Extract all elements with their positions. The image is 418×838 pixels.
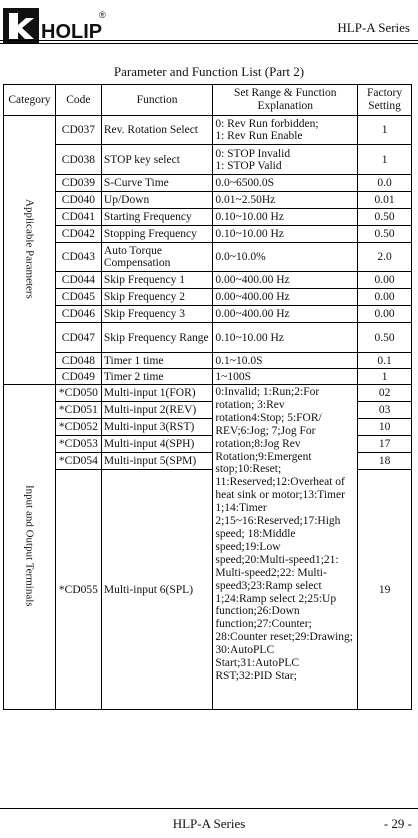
row-range: 0.10~10.00 Hz — [213, 323, 358, 353]
row-code: CD045 — [55, 289, 101, 306]
row-function: Up/Down — [101, 192, 212, 209]
table-row — [4, 116, 412, 145]
row-setting: 10 — [358, 419, 412, 436]
header-rule — [0, 40, 418, 41]
table-header-row — [4, 85, 412, 116]
row-code: CD046 — [55, 306, 101, 323]
registered-mark: ® — [99, 10, 106, 20]
row-range: 0.1~10.0S — [213, 353, 358, 369]
row-code: *CD055 — [55, 470, 101, 710]
row-setting: 2.0 — [358, 243, 412, 272]
row-function: Skip Frequency Range — [101, 323, 212, 353]
table-row — [4, 289, 412, 306]
header-category: Category — [4, 85, 56, 116]
row-function: Starting Frequency — [101, 209, 212, 226]
row-setting: 0.50 — [358, 209, 412, 226]
header-code: Code — [55, 85, 101, 116]
row-range: 0: Rev Run forbidden; 1: Rev Run Enable — [213, 116, 358, 145]
row-setting: 0.0 — [358, 175, 412, 192]
row-setting: 03 — [358, 402, 412, 419]
row-range: 0.00~400.00 Hz — [213, 306, 358, 323]
header-range: Set Range & Function Explanation — [213, 85, 358, 116]
header-series: HLP-A Series — [337, 20, 410, 35]
table-row — [4, 175, 412, 192]
row-code: *CD052 — [55, 419, 101, 436]
row-range: 0.10~10.00 Hz — [213, 226, 358, 243]
row-function: Multi-input 4(SPH) — [101, 436, 212, 453]
page-number: - 29 - — [383, 816, 412, 831]
row-function: Stopping Frequency — [101, 226, 212, 243]
row-function: Multi-input 1(FOR) — [101, 385, 212, 402]
row-range: 0: STOP Invalid 1: STOP Valid — [213, 145, 358, 175]
row-function: Multi-input 6(SPL) — [101, 470, 212, 710]
row-range: 0.00~400.00 Hz — [213, 272, 358, 289]
row-range: 1~100S — [213, 369, 358, 385]
row-setting: 19 — [358, 470, 412, 710]
table-row — [4, 353, 412, 369]
row-code: CD039 — [55, 175, 101, 192]
row-code: *CD053 — [55, 436, 101, 453]
category-applicable: Applicable Parameters — [23, 198, 36, 299]
row-range: 0.01~2.50Hz — [213, 192, 358, 209]
row-function: Timer 2 time — [101, 369, 212, 385]
row-setting: 0.1 — [358, 353, 412, 369]
row-setting: 02 — [358, 385, 412, 402]
table-row — [4, 226, 412, 243]
row-function: Auto Torque Compensation — [101, 243, 212, 272]
row-code: CD048 — [55, 353, 101, 369]
row-setting: 1 — [358, 369, 412, 385]
row-setting: 0.01 — [358, 192, 412, 209]
page-title: Parameter and Function List (Part 2) — [113, 64, 305, 79]
table-row — [4, 243, 412, 272]
row-code: *CD051 — [55, 402, 101, 419]
row-code: CD047 — [55, 323, 101, 353]
row-code: CD040 — [55, 192, 101, 209]
row-setting: 0.00 — [358, 272, 412, 289]
table-row — [4, 306, 412, 323]
parameter-table — [3, 84, 412, 710]
row-range: 0.0~6500.0S — [213, 175, 358, 192]
row-setting: 1 — [358, 145, 412, 175]
table-row — [4, 145, 412, 175]
category-applicable-cell — [4, 116, 56, 385]
row-function: Rev. Rotation Select — [101, 116, 212, 145]
row-function: Skip Frequency 2 — [101, 289, 212, 306]
row-range: 0.10~10.00 Hz — [213, 209, 358, 226]
row-setting: 0.00 — [358, 306, 412, 323]
header-rule-2 — [0, 43, 418, 44]
row-range: 0.00~400.00 Hz — [213, 289, 358, 306]
row-setting: 0.00 — [358, 289, 412, 306]
header-setting: Factory Setting — [358, 85, 412, 116]
row-code: *CD050 — [55, 385, 101, 402]
table-row — [4, 323, 412, 353]
io-range-cell: 0:Invalid; 1:Run;2:For rotation; 3:Rev rotation4:Stop; 5:FOR/ REV;6:Jog; 7;Jog For rotation;8:Jog Rev Rotation;9:Emergent stop;10:Reset; 11:Reserved;12:Overheat of heat sink or motor;13:Timer 1;14:Timer 2;15~16:Reserved;17:High speed; 18:Middle speed;19:Low speed;20:Multi-speed1;21: Multi-speed2;22: Multi-speed3;23:Ramp select 1;24:Ramp select 2;25:Up function;26:Down function;27:Counter; 28:Counter reset;29:Drawing; 30:AutoPLC Start;31:AutoPLC RST;32:PID Star; — [213, 385, 358, 710]
row-code: CD044 — [55, 272, 101, 289]
row-setting: 0.50 — [358, 323, 412, 353]
row-function: S-Curve Time — [101, 175, 212, 192]
header-function: Function — [101, 85, 212, 116]
row-setting: 17 — [358, 436, 412, 453]
row-function: Skip Frequency 1 — [101, 272, 212, 289]
row-setting: 0.50 — [358, 226, 412, 243]
table-row — [4, 272, 412, 289]
row-code: CD037 — [55, 116, 101, 145]
row-function: STOP key select — [101, 145, 212, 175]
row-setting: 18 — [358, 453, 412, 470]
footer-series: HLP-A Series — [172, 816, 246, 831]
row-code: *CD054 — [55, 453, 101, 470]
holip-logo-mark-icon — [3, 8, 39, 44]
row-function: Skip Frequency 3 — [101, 306, 212, 323]
brand-name: HOLIP — [41, 21, 103, 43]
table-row — [4, 209, 412, 226]
row-code: CD049 — [55, 369, 101, 385]
row-code: CD043 — [55, 243, 101, 272]
category-io-cell — [4, 385, 56, 710]
row-function: Timer 1 time — [101, 353, 212, 369]
row-function: Multi-input 2(REV) — [101, 402, 212, 419]
row-function: Multi-input 5(SPM) — [101, 453, 212, 470]
holip-logo — [3, 8, 133, 44]
row-setting: 1 — [358, 116, 412, 145]
category-io: Input and Output Terminals — [23, 484, 36, 607]
row-code: CD038 — [55, 145, 101, 175]
table-row — [4, 369, 412, 385]
row-code: CD041 — [55, 209, 101, 226]
row-function: Multi-input 3(RST) — [101, 419, 212, 436]
footer-rule — [0, 808, 418, 809]
table-row — [4, 192, 412, 209]
table-row — [4, 385, 412, 402]
row-code: CD042 — [55, 226, 101, 243]
row-range: 0.0~10.0% — [213, 243, 358, 272]
